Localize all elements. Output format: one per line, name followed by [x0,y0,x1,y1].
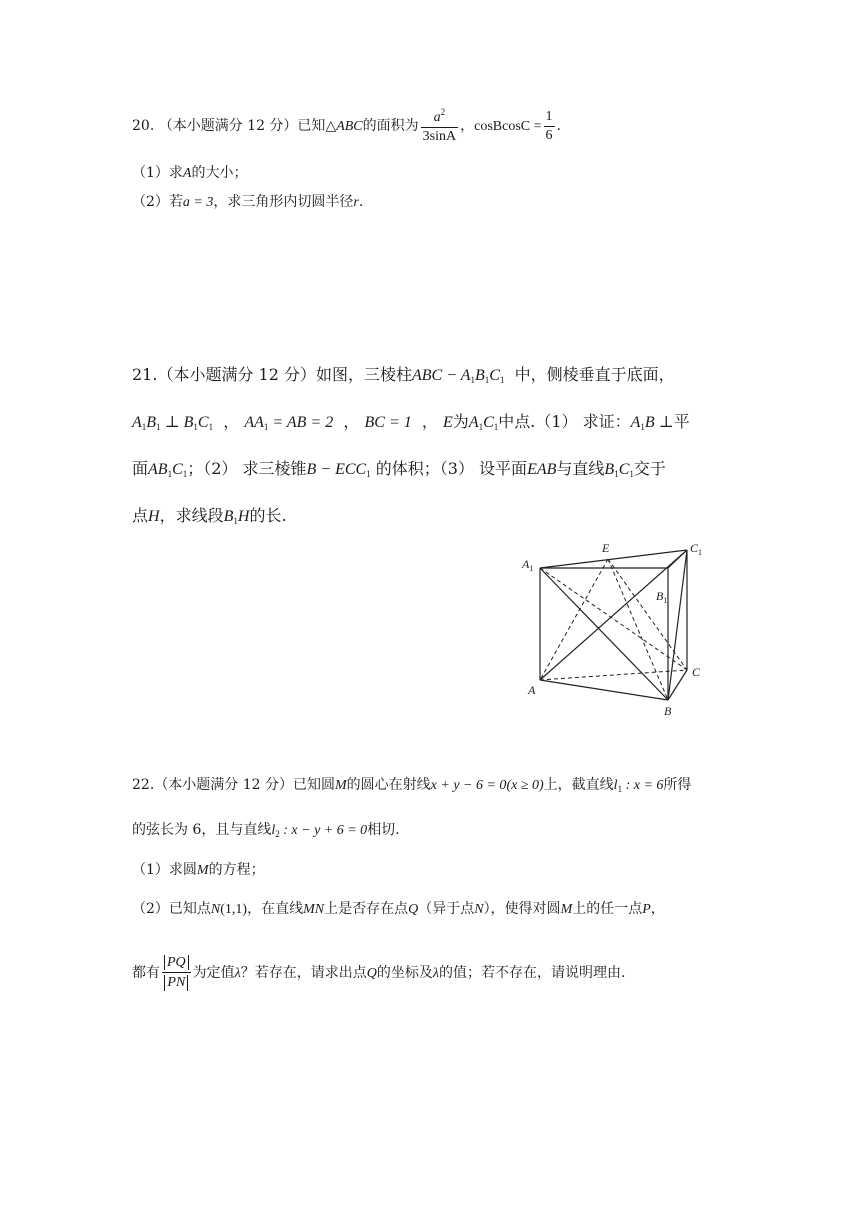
q22-ray-cond: (x ≥ 0) [506,778,544,793]
q22-ratio-den: PN [164,975,188,990]
label-b1: $B_1$ [656,589,668,605]
q20-part2 [132,195,732,210]
diag-b-c1 [668,550,687,700]
diag-a1-b [540,568,668,700]
q21-e-text: 为 [452,412,469,431]
dash-e-b [608,559,668,700]
label-a1: $A_1$ [522,557,534,573]
q20-cos-den: 6 [545,127,553,143]
q21-part3-text: 与直线 [556,459,605,478]
q22-part2-mid: ，在直线 [247,901,304,917]
q22-ratio-fraction [162,955,191,991]
q22-line1-mid: 的圆心在射线 [346,777,431,793]
q21-plane-ab: AB [148,461,168,478]
q22-line-mn: MN [303,902,325,917]
label-b: B [664,704,672,718]
q21-e-seg-c: C [483,414,494,431]
q21-part2-suffix: 的体积；（3） 设平面 [370,459,528,478]
q20-part2-cond: a = 3 [182,195,214,210]
q21-seg-b: B [223,508,234,525]
q22-line2-prefix: 的弦长为 6，且与直线 [132,822,272,838]
q21-prism-c: C [489,367,500,384]
q22-line2-end: 相切. [367,822,400,838]
q21-seg-h: H [237,508,250,525]
q22-lambda2: λ [432,965,439,981]
q20-cos-expr: cosBcosC = [474,119,542,134]
q22-part1 [132,863,732,878]
q20-area-text: 的面积为 [362,118,419,134]
q21-perp-b: B [146,414,157,431]
q22-line1-end: 所得 [663,777,692,793]
q20-part2-var: r [353,195,359,210]
q20-area-num: a [433,110,441,125]
q22-l2-eq: : x − y + 6 = 0 [279,823,368,838]
q22-last-mid: 为定值 [192,964,235,981]
q21-eq2: BC = 1 [364,414,412,431]
q21-plane-c: C [172,461,183,478]
q22-circle: M [334,778,347,793]
q22-part2-paren-end: ），使得对圆 [483,901,561,917]
q20-area-fraction [421,108,458,144]
q21-line-b: B [604,461,615,478]
q22-last-mid3: 的坐标及 [376,964,433,981]
q22-l1-eq: : x = 6 [622,778,664,793]
q20-end: . [556,118,561,134]
q21-perp-c: C [197,414,209,431]
q20-part2-middle: ，求三角形内切圆半径 [213,194,354,210]
q21-line2: $A_1B_1$ ⊥ $B_1C_1$ ， $AA_1$ = AB = 2 ， BC = 1 ， E为$A_1C_1$中点.（1） 求证：$A_1B$ ⊥平 [132,412,690,432]
q21-plane-eab: EAB [527,461,557,478]
q22-part2-comma: ， [650,901,665,917]
q22-part2-end: 上的任一点 [572,901,643,917]
q22-part2-prefix: （2）已知点 [132,901,211,917]
q21-pyramid: B − ECC [306,461,367,478]
q22-point-n: N [210,902,221,917]
label-c1: $C_1$ [690,541,703,557]
q21-e: E [443,414,453,431]
q21-eq1: AA [244,414,264,431]
q21-line4-mid: ，求线段 [159,506,224,525]
q20-cos-fraction [544,110,555,143]
q21-line-c: C [618,461,630,478]
q21-e-seg-a: A [468,414,479,431]
q21-prism: ABC − A [411,367,471,384]
q22-line1-prefix: 22.（本小题满分 12 分）已知圆 [132,777,335,793]
q20-number: 20. [132,118,155,134]
q21-line1-prefix: 21.（本小题满分 12 分）如图，三棱柱 [132,365,412,384]
dash-a-c [540,670,687,680]
q20-area-den: 3sinA [422,129,457,144]
label-e: E [602,541,610,555]
q22-point-p: P [642,902,651,917]
q22-point-n-coord: (1,1) [220,902,248,917]
q21-proof-b: B ⊥ [644,414,674,431]
q20-area-exp: 2 [440,107,446,117]
q22-last-line [132,955,732,991]
q20-part2-end: . [358,194,364,210]
q21-line1: 21.（本小题满分 12 分）如图，三棱柱ABC − $A_1B_1C_1$ 中，侧棱垂直于底面， [132,365,675,385]
q21-line1-suffix: 中，侧棱垂直于底面， [514,365,675,384]
q20-sep: ， [460,118,475,134]
q20-part1-prefix: （1）求 [132,165,183,181]
q22-circle2: M [560,902,573,917]
q22-l1: l [613,778,618,793]
q22-line2: 的弦长为 6，且与直线$l_2$ : x − y + 6 = 0相切. [132,822,400,839]
q21-line3-pre: 面 [132,459,149,478]
label-c: C [692,665,701,679]
q20-cos-num: 1 [544,110,555,127]
q22-point-q2: Q [366,965,377,981]
label-a: A [528,683,536,697]
dash-e-a [540,559,608,680]
q20-part2-prefix: （2）若 [132,194,183,210]
q22-last-end: 的值；若不存在，请说明理由. [438,964,626,981]
q22-part2-paren: （异于点 [418,901,475,917]
q20-triangle: △ABC [325,119,363,134]
q20-part1-suffix: 的大小； [191,165,248,181]
q22-ratio-num: PQ [164,955,189,970]
q21-perp-mid: ⊥ B [160,414,194,431]
q21-part3-end: 交于 [633,459,666,478]
q22-part2 [132,902,732,917]
diag-a-c1 [540,550,687,680]
q20-part1 [132,166,732,181]
q22-point-n2: N [474,902,484,917]
q22-l2: l [271,823,276,838]
q21-proof-a: A [630,414,641,431]
q22-ray: x + y − 6 = 0 [430,778,507,793]
q21-line4-end: 的长. [249,506,287,525]
q21-eq1-rest: = AB = 2 [268,414,334,431]
dash-a1-c [540,568,687,670]
q22-point-q: Q [408,902,419,917]
q21-perp-a: A [132,414,142,431]
q22-lambda: λ [234,965,241,981]
q21-line4: 点H，求线段$B_1H$的长. [132,506,287,526]
q21-e-suffix: 中点.（1） 求证： [498,412,631,431]
edge-a-b [540,680,668,700]
q20-statement [132,108,732,144]
q22-line1-mid2: 上，截直线 [543,777,614,793]
q21-line4-pre: 点 [132,506,149,525]
q22-part1-var: M [196,863,209,878]
q21-prism-b: B [474,367,485,384]
q22-last-mid2: ？若存在，请求出点 [240,964,367,981]
q22-part1-suffix: 的方程； [208,862,265,878]
q20-header: （本小题满分 12 分）已知 [158,118,326,134]
q21-proof-end: 平 [673,412,690,431]
q22-line1: 22.（本小题满分 12 分）已知圆M的圆心在射线x + y − 6 = 0(x ≥ 0)上，截直线$l_1$ : x = 6所得 [132,777,692,794]
q21-point-h: H [148,508,160,525]
q21-line3: 面$AB_1C_1$；（2） 求三棱锥$B - ECC_1$ 的体积；（3） 设平面EAB与直线$B_1C_1$交于 [132,459,666,479]
prism-figure [520,538,720,718]
q20-part1-var: A [182,166,192,181]
q22-last-prefix: 都有 [132,964,160,981]
dash-e-c [608,559,687,670]
edge-a1-c1 [540,550,687,568]
q22-part1-prefix: （1）求圆 [132,862,197,878]
q22-part2-mid2: 上是否存在点 [324,901,409,917]
q21-part2: ；（2） 求三棱锥 [187,459,307,478]
